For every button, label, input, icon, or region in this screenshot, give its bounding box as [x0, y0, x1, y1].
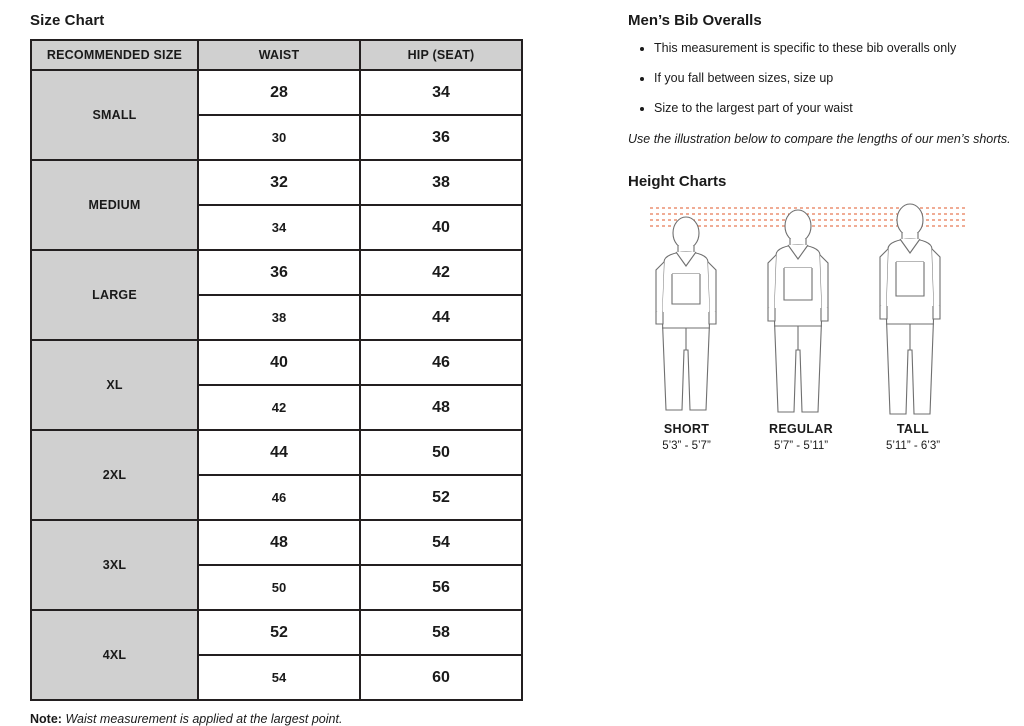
column-header-waist: WAIST	[198, 40, 360, 70]
waist-value: 34	[198, 205, 360, 250]
figure-name: REGULAR	[769, 422, 833, 437]
illustration-note: Use the illustration below to compare the lengths of our men’s shorts.	[628, 132, 1011, 146]
height-charts-title: Height Charts	[628, 173, 727, 191]
hip-value: 42	[360, 250, 522, 295]
figure-range: 5’11” - 6’3”	[885, 440, 941, 453]
waist-value: 48	[198, 520, 360, 565]
size-chart-table	[30, 39, 523, 701]
waist-value: 54	[198, 655, 360, 700]
waist-value: 36	[198, 250, 360, 295]
table-row	[31, 250, 522, 295]
size-label: SMALL	[31, 70, 198, 160]
waist-value: 50	[198, 565, 360, 610]
waist-value: 44	[198, 430, 360, 475]
note-text: Waist measurement is applied at the largest point.	[65, 712, 343, 726]
size-label: LARGE	[31, 250, 198, 340]
figure-name: TALL	[896, 422, 930, 437]
table-row	[31, 160, 522, 205]
table-note	[30, 712, 512, 726]
note-label: Note:	[30, 712, 62, 726]
table-row	[31, 340, 522, 385]
measurement-tips-list	[632, 41, 1014, 116]
waist-value: 30	[198, 115, 360, 160]
figure-label-regular	[745, 422, 857, 452]
list-item: • Size to the largest part of your waist	[654, 101, 1014, 116]
list-item: • If you fall between sizes, size up	[654, 71, 1014, 86]
figure-short	[656, 217, 716, 410]
column-header-recommended-size: RECOMMENDED SIZE	[31, 40, 198, 70]
size-label: XL	[31, 340, 198, 430]
figure-label-tall	[857, 422, 969, 452]
column-header-hip: HIP (SEAT)	[360, 40, 522, 70]
table-header-row	[31, 40, 522, 70]
waist-value: 38	[198, 295, 360, 340]
bib-overalls-section	[628, 12, 1014, 453]
hip-value: 40	[360, 205, 522, 250]
hip-value: 54	[360, 520, 522, 565]
hip-value: 44	[360, 295, 522, 340]
size-label: MEDIUM	[31, 160, 198, 250]
waist-value: 32	[198, 160, 360, 205]
table-row	[31, 520, 522, 565]
size-label: 4XL	[31, 610, 198, 700]
figure-label-short	[628, 422, 745, 452]
hip-value: 56	[360, 565, 522, 610]
height-chart-figures	[628, 200, 1008, 453]
table-row	[31, 70, 522, 115]
figure-labels	[628, 422, 1008, 452]
figure-regular	[768, 210, 828, 412]
overall-figures-illustration	[628, 200, 1008, 425]
size-chart-section	[30, 12, 512, 726]
hip-value: 36	[360, 115, 522, 160]
hip-value: 48	[360, 385, 522, 430]
hip-value: 46	[360, 340, 522, 385]
figure-name: SHORT	[663, 422, 710, 437]
waist-value: 46	[198, 475, 360, 520]
waist-value: 52	[198, 610, 360, 655]
hip-value: 60	[360, 655, 522, 700]
table-row	[31, 430, 522, 475]
page-title: Size Chart	[30, 12, 105, 29]
list-item: • This measurement is specific to these bib overalls only	[654, 41, 1014, 56]
hip-value: 58	[360, 610, 522, 655]
size-label: 2XL	[31, 430, 198, 520]
hip-value: 52	[360, 475, 522, 520]
figure-range: 5’3” - 5’7”	[662, 440, 711, 453]
hip-value: 38	[360, 160, 522, 205]
figure-range: 5’7” - 5’11”	[773, 440, 829, 453]
hip-value: 34	[360, 70, 522, 115]
figure-tall	[880, 204, 940, 414]
waist-value: 40	[198, 340, 360, 385]
waist-value: 28	[198, 70, 360, 115]
hip-value: 50	[360, 430, 522, 475]
waist-value: 42	[198, 385, 360, 430]
size-label: 3XL	[31, 520, 198, 610]
bib-overalls-title: Men’s Bib Overalls	[628, 12, 762, 29]
table-row	[31, 610, 522, 655]
